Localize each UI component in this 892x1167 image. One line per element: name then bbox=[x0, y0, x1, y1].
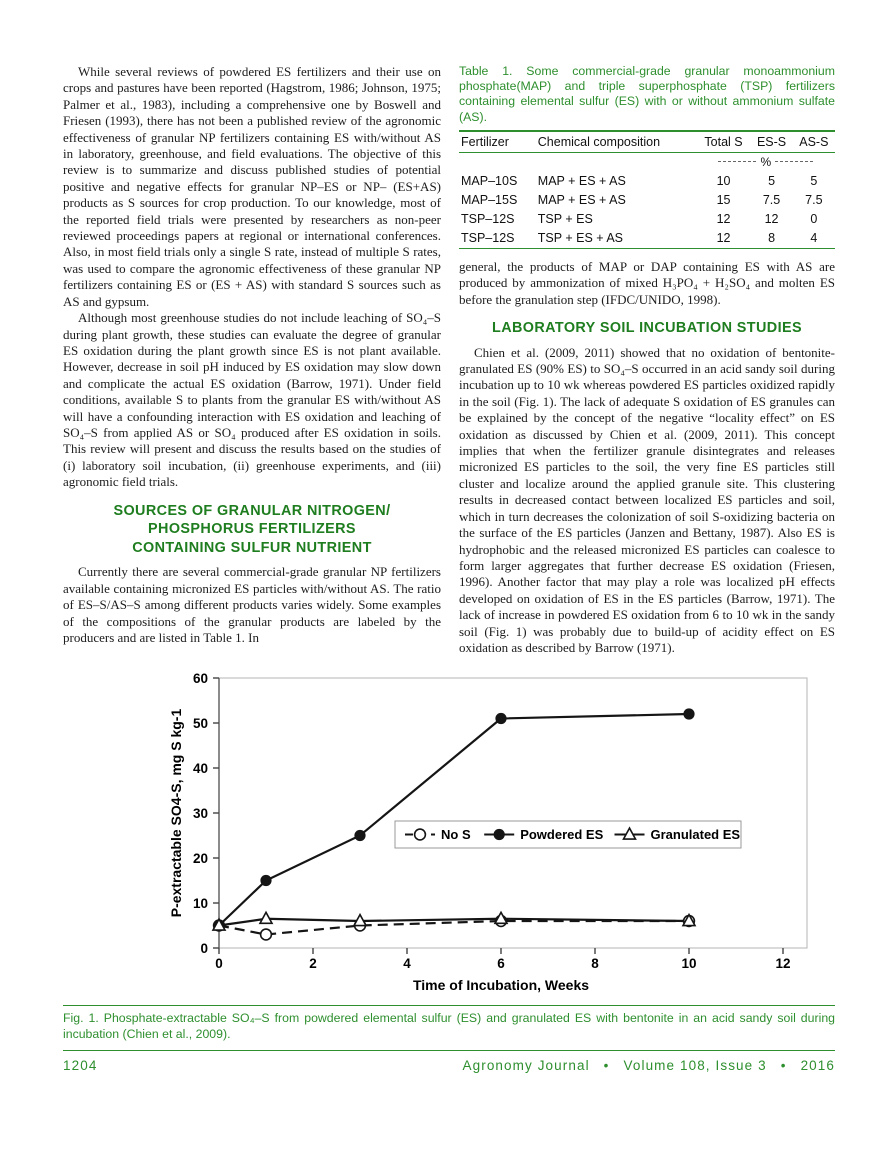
table-row bbox=[459, 172, 835, 191]
paragraph-intro-2: Although most greenhouse studies do not include leaching of SO₄–S during plant growth, these studies can evaluate the degree of granular ES oxidation during the plant growth since ES is not plant available. However, decrease in soil pH induced by ES oxidation may slow down and complicate the actual ES oxidation (Barrow, 1971). Under field conditions, available S to plants from the granular ES with/without AS will have a confounding interaction with ES oxidation and leaching of SO₄–S from applied AS or SO₄ produced after ES oxidation in soils. This review will present and discuss the results based on the studies of (i) laboratory soil incubation, (ii) greenhouse experiments, and (iii) agronomic field trials. bbox=[63, 310, 441, 490]
series-markers-powdered-es bbox=[213, 709, 694, 932]
table-1-header bbox=[459, 131, 835, 153]
paragraph-laboratory: Chien et al. (2009, 2011) showed that no oxidation of bentonite-granulated ES (90% ES) to SO₄–S occurred in an acid sandy soil during incubation up to 10 wk whereas powdered ES particles oxidized rapidly in the soil (Fig. 1). The lack of adequate S oxidation of ES granules can be explained by the concept of the negative “locality effect” on ES oxidation as discussed by Chien et al. (2009, 2011). This concept implies that when the fertilizer granule disintegrates and releases micronized ES particles to the soil, the very fine ES particles still cluster and localize around the applied granule site. This clustering results in decreased contact between localized ES particles and soil, which in turn decreases the colonization of soil S-oxidizing bacteria on the surface of the ES particles (Janzen and Bettany, 1987). Also ES is hydrophobic and the released micronized ES particles can coalesce to form larger aggregates that further decrease ES oxidation (Friesen, 1996). Another factor that may play a role was localized pH effects developed on oxidation of ES in the ES particles (Barrow, 1971). The lack of increase in powdered ES oxidation from 6 to 10 wk in the sandy soil (Fig. 1) was probably due to build-up of acidity effect on ES oxidation as described by Barrow (1971). bbox=[459, 344, 835, 655]
svg-text:P-extractable SO4-S, mg S kg-: P-extractable SO4-S, mg S kg-1 bbox=[168, 709, 184, 918]
paragraph-intro-1: While several reviews of powdered ES fertilizers and their use on crops and pastures have been reported (Hagstrom, 1986; Johnson, 1975; Palmer et al., 1983), including a comprehensive one by Boswell and Friesen (1993), there has not been a published review of the agronomic effectiveness of granular NP fertilizers containing ES with/without AS in laboratory, greenhouse, and field evaluations. The objective of this review is to summarize and discuss published studies of potential positive and negative effects for granular NP–ES or NP– (ES+AS) products as S sources for crop production. To our knowledge, most of the reported field trials were presented by researchers as non-peer reviewed proceedings papers at regional or international conferences. Also, in most field trials only a single S rate, instead of multiple S rates, was used to compare the agronomic effectiveness of these granular NP fertilizers containing ES or (ES + AS) with standard S sources such as AS and gypsum. bbox=[63, 64, 441, 309]
svg-text:Granulated ES: Granulated ES bbox=[650, 827, 741, 843]
table-cell: TSP–12S bbox=[461, 212, 515, 227]
table-1-caption: Table 1. Some commercial-grade granular monoammonium phosphate(MAP) and triple superphosphate (TSP) fertilizers containing elemental sulfur (ES) with or without ammonium sulfate (AS). bbox=[459, 64, 835, 124]
dash-line bbox=[718, 161, 756, 162]
bullet-separator: • bbox=[780, 1058, 787, 1074]
chart-legend bbox=[395, 821, 741, 848]
svg-text:2: 2 bbox=[309, 956, 317, 972]
page-number: 1204 bbox=[63, 1058, 98, 1074]
table-1-body bbox=[459, 152, 835, 248]
table-cell: 12 bbox=[716, 212, 731, 227]
col-header-composition: Chemical composition bbox=[537, 134, 661, 149]
table-cell: 5 bbox=[768, 174, 776, 189]
table-row bbox=[459, 210, 835, 229]
series-granulated-es bbox=[219, 919, 689, 926]
section-heading-sources bbox=[63, 502, 441, 558]
table-row bbox=[459, 191, 835, 210]
col-header-as-s: AS-S bbox=[799, 134, 829, 149]
table-cell: 10 bbox=[716, 174, 731, 189]
table-cell: 5 bbox=[810, 174, 818, 189]
left-column bbox=[63, 64, 441, 646]
journal-year: 2016 bbox=[800, 1058, 835, 1074]
svg-text:Time of Incubation, Weeks: Time of Incubation, Weeks bbox=[412, 977, 590, 994]
figure-1-chart bbox=[77, 666, 835, 1003]
dash-line bbox=[775, 161, 813, 162]
journal-info bbox=[463, 1058, 835, 1073]
table-cell: TSP + ES bbox=[537, 212, 593, 227]
col-header-es-s: ES-S bbox=[756, 134, 787, 149]
table-cell: MAP + ES + AS bbox=[537, 193, 626, 208]
svg-text:12: 12 bbox=[775, 956, 791, 972]
two-column-text bbox=[63, 64, 835, 656]
table-cell: TSP–12S bbox=[461, 231, 515, 246]
footer bbox=[63, 1050, 835, 1073]
table-cell: 12 bbox=[764, 212, 779, 227]
svg-text:40: 40 bbox=[192, 761, 208, 777]
col-header-total-s: Total S bbox=[704, 134, 743, 149]
table-cell: 7.5 bbox=[805, 193, 823, 208]
svg-text:No S: No S bbox=[441, 827, 471, 843]
table-cell: 7.5 bbox=[762, 193, 781, 208]
section-heading-laboratory: LABORATORY SOIL INCUBATION STUDIES bbox=[492, 320, 802, 337]
heading-line-1: SOURCES OF GRANULAR NITROGEN/ bbox=[113, 502, 391, 519]
table-cell: 8 bbox=[768, 231, 776, 246]
unit-row bbox=[459, 152, 835, 172]
svg-text:60: 60 bbox=[192, 671, 208, 687]
line-chart-svg bbox=[77, 666, 837, 998]
svg-text:0: 0 bbox=[200, 941, 208, 957]
svg-text:Powdered ES: Powdered ES bbox=[520, 827, 604, 843]
series-powdered-es bbox=[219, 714, 689, 926]
series-no-s bbox=[219, 921, 689, 935]
journal-name: Agronomy Journal bbox=[462, 1058, 590, 1074]
journal-volume: Volume 108, Issue 3 bbox=[623, 1058, 767, 1074]
table-cell: MAP–10S bbox=[461, 174, 518, 189]
table-cell: 0 bbox=[810, 212, 818, 227]
table-1 bbox=[459, 130, 835, 249]
heading-line-2: PHOSPHORUS FERTILIZERS bbox=[148, 521, 356, 538]
paragraph-sources: Currently there are several commercial-grade granular NP fertilizers available containing micronized ES particles with/without AS. The ratio of ES–S/AS–S among different products varies widely. Some examples of the compositions of the granular products are labeled by the producers and are listed in Table 1. In bbox=[63, 564, 441, 645]
svg-text:8: 8 bbox=[591, 956, 599, 972]
table-cell: TSP + ES + AS bbox=[537, 231, 624, 246]
heading-line-3: CONTAINING SULFUR NUTRIENT bbox=[132, 539, 372, 556]
col-header-fertilizer: Fertilizer bbox=[461, 134, 509, 149]
svg-text:4: 4 bbox=[403, 956, 411, 972]
unit-cell bbox=[697, 152, 835, 172]
table-cell: MAP + ES + AS bbox=[537, 174, 626, 189]
bullet-separator: • bbox=[603, 1058, 610, 1074]
svg-text:30: 30 bbox=[192, 806, 208, 822]
svg-text:6: 6 bbox=[497, 956, 505, 972]
table-cell: 15 bbox=[716, 193, 731, 208]
right-column bbox=[459, 64, 835, 656]
table-cell: MAP–15S bbox=[461, 193, 518, 208]
svg-text:20: 20 bbox=[192, 851, 208, 867]
unit-percent: % bbox=[760, 155, 772, 170]
table-row bbox=[459, 229, 835, 249]
svg-text:10: 10 bbox=[681, 956, 697, 972]
svg-text:50: 50 bbox=[192, 716, 208, 732]
figure-1-caption: Fig. 1. Phosphate-extractable SO₄–S from powdered elemental sulfur (ES) and granulated ES with bentonite in an acid sandy soil during incubation (Chien et al., 2009). bbox=[63, 1005, 835, 1050]
svg-text:0: 0 bbox=[215, 956, 223, 972]
paragraph-general: general, the products of MAP or DAP containing ES with AS are produced by ammonization of mixed H₃PO₄ + H₂SO₄ and molten ES before the granulation step (IFDC/UNIDO, 1998). bbox=[459, 258, 835, 307]
table-cell: 12 bbox=[716, 231, 731, 246]
table-cell: 4 bbox=[810, 231, 818, 246]
svg-text:10: 10 bbox=[192, 896, 208, 912]
